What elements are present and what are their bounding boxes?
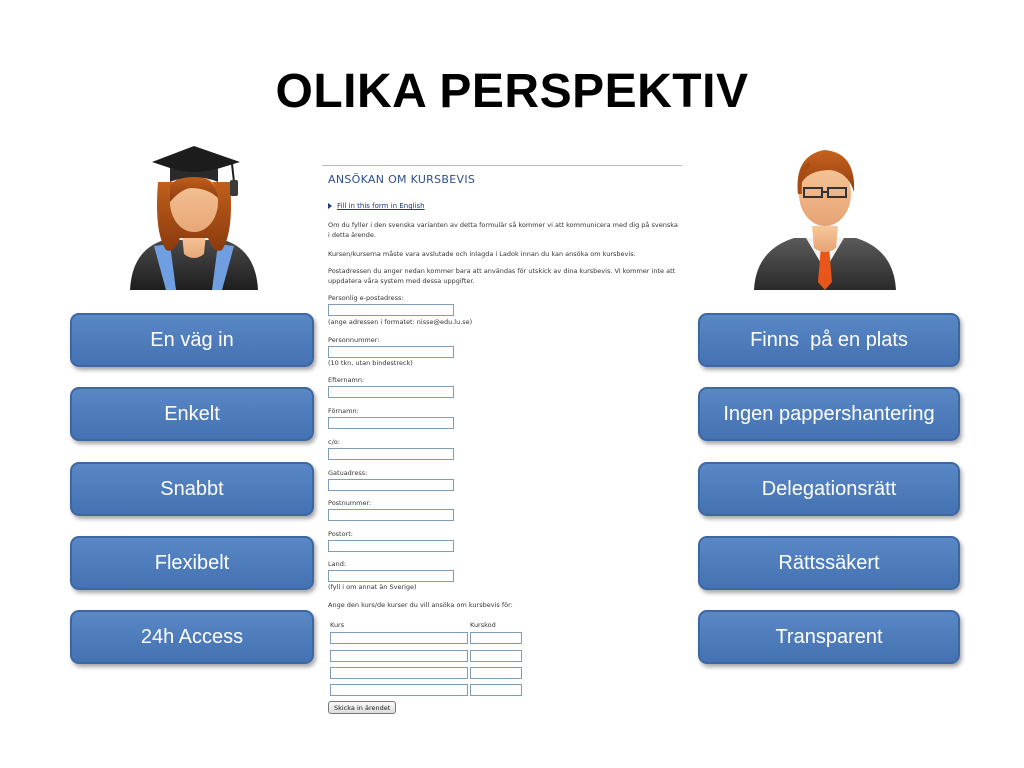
code-column-header: Kurskod xyxy=(470,621,496,629)
course-certificate-form xyxy=(322,160,684,720)
english-form-link[interactable] xyxy=(328,202,425,210)
zip-label: Postnummer: xyxy=(328,499,372,507)
personnummer-field[interactable] xyxy=(328,346,454,358)
zip-field[interactable] xyxy=(328,509,454,521)
address-note: Postadressen du anger nedan kommer bara att användas för utskick av dina kursbevis. Vi kommer inte att uppdatera våra system med dessa uppgifter. xyxy=(328,267,676,285)
perspective-box-flexibelt xyxy=(70,536,314,590)
arrow-right-icon xyxy=(328,203,332,209)
course-code-input[interactable] xyxy=(470,650,522,662)
course-code-input[interactable] xyxy=(470,684,522,696)
divider xyxy=(322,165,682,166)
perspective-box-transparent xyxy=(698,610,960,664)
personnummer-hint: (10 tkn, utan bindestreck) xyxy=(328,359,413,367)
co-label: c/o: xyxy=(328,438,340,446)
page-title: OLIKA PERSPEKTIV xyxy=(275,65,749,118)
personnummer-label: Personnummer: xyxy=(328,336,380,344)
email-label: Personlig e-postadress: xyxy=(328,294,404,302)
firstname-label: Förnamn: xyxy=(328,407,359,415)
perspective-box-ingen-pappershantering xyxy=(698,387,960,441)
perspective-box-en-vag-in xyxy=(70,313,314,367)
lastname-field[interactable] xyxy=(328,386,454,398)
perspective-label: Flexibelt xyxy=(154,551,230,574)
country-label: Land: xyxy=(328,560,347,568)
lastname-label: Efternamn: xyxy=(328,376,365,384)
perspective-label: En väg in xyxy=(150,328,234,351)
perspective-label: Enkelt xyxy=(164,402,220,425)
course-code-input[interactable] xyxy=(470,667,522,679)
perspective-box-rattssakert xyxy=(698,536,960,590)
perspective-box-enkelt xyxy=(70,387,314,441)
perspective-label: Rättssäkert xyxy=(778,551,880,574)
staff-avatar-icon xyxy=(750,142,900,292)
courses-note: Kursen/kurserna måste vara avslutade och inlagda i Ladok innan du kan ansöka om kursbevis. xyxy=(328,250,636,258)
perspective-box-24h-access xyxy=(70,610,314,664)
perspective-box-delegationsratt xyxy=(698,462,960,516)
student-avatar-icon xyxy=(124,142,264,292)
perspective-label: Ingen pappershantering xyxy=(723,402,935,425)
co-field[interactable] xyxy=(328,448,454,460)
english-form-link-label: Fill in this form in English xyxy=(337,202,425,210)
perspective-label: 24h Access xyxy=(140,625,244,648)
course-code-input[interactable] xyxy=(470,632,522,644)
perspective-label: Transparent xyxy=(775,625,883,648)
course-input[interactable] xyxy=(330,632,468,644)
email-hint: (ange adressen i formatet: nisse@edu.lu.se) xyxy=(328,318,473,326)
submit-button[interactable]: Skicka in ärendet xyxy=(328,701,396,714)
perspective-box-snabbt xyxy=(70,462,314,516)
perspective-label: Delegationsrätt xyxy=(761,477,897,500)
course-input[interactable] xyxy=(330,684,468,696)
form-title: ANSÖKAN OM KURSBEVIS xyxy=(328,173,476,186)
street-label: Gatuadress: xyxy=(328,469,368,477)
perspective-label: Finns på en plats xyxy=(750,328,908,351)
course-input[interactable] xyxy=(330,650,468,662)
street-field[interactable] xyxy=(328,479,454,491)
courses-prompt: Ange den kurs/de kurser du vill ansöka om kursbevis för: xyxy=(328,601,513,609)
perspective-box-finns-pa-en-plats xyxy=(698,313,960,367)
perspective-label: Snabbt xyxy=(160,477,224,500)
city-label: Postort: xyxy=(328,530,353,538)
city-field[interactable] xyxy=(328,540,454,552)
intro-text: Om du fyller i den svenska varianten av detta formulär så kommer vi att kommunicera med dig på svenska i detta ärende. xyxy=(328,221,678,239)
email-field[interactable] xyxy=(328,304,454,316)
firstname-field[interactable] xyxy=(328,417,454,429)
course-input[interactable] xyxy=(330,667,468,679)
course-column-header: Kurs xyxy=(330,621,345,629)
country-field[interactable] xyxy=(328,570,454,582)
country-hint: (fyll i om annat än Sverige) xyxy=(328,583,417,591)
